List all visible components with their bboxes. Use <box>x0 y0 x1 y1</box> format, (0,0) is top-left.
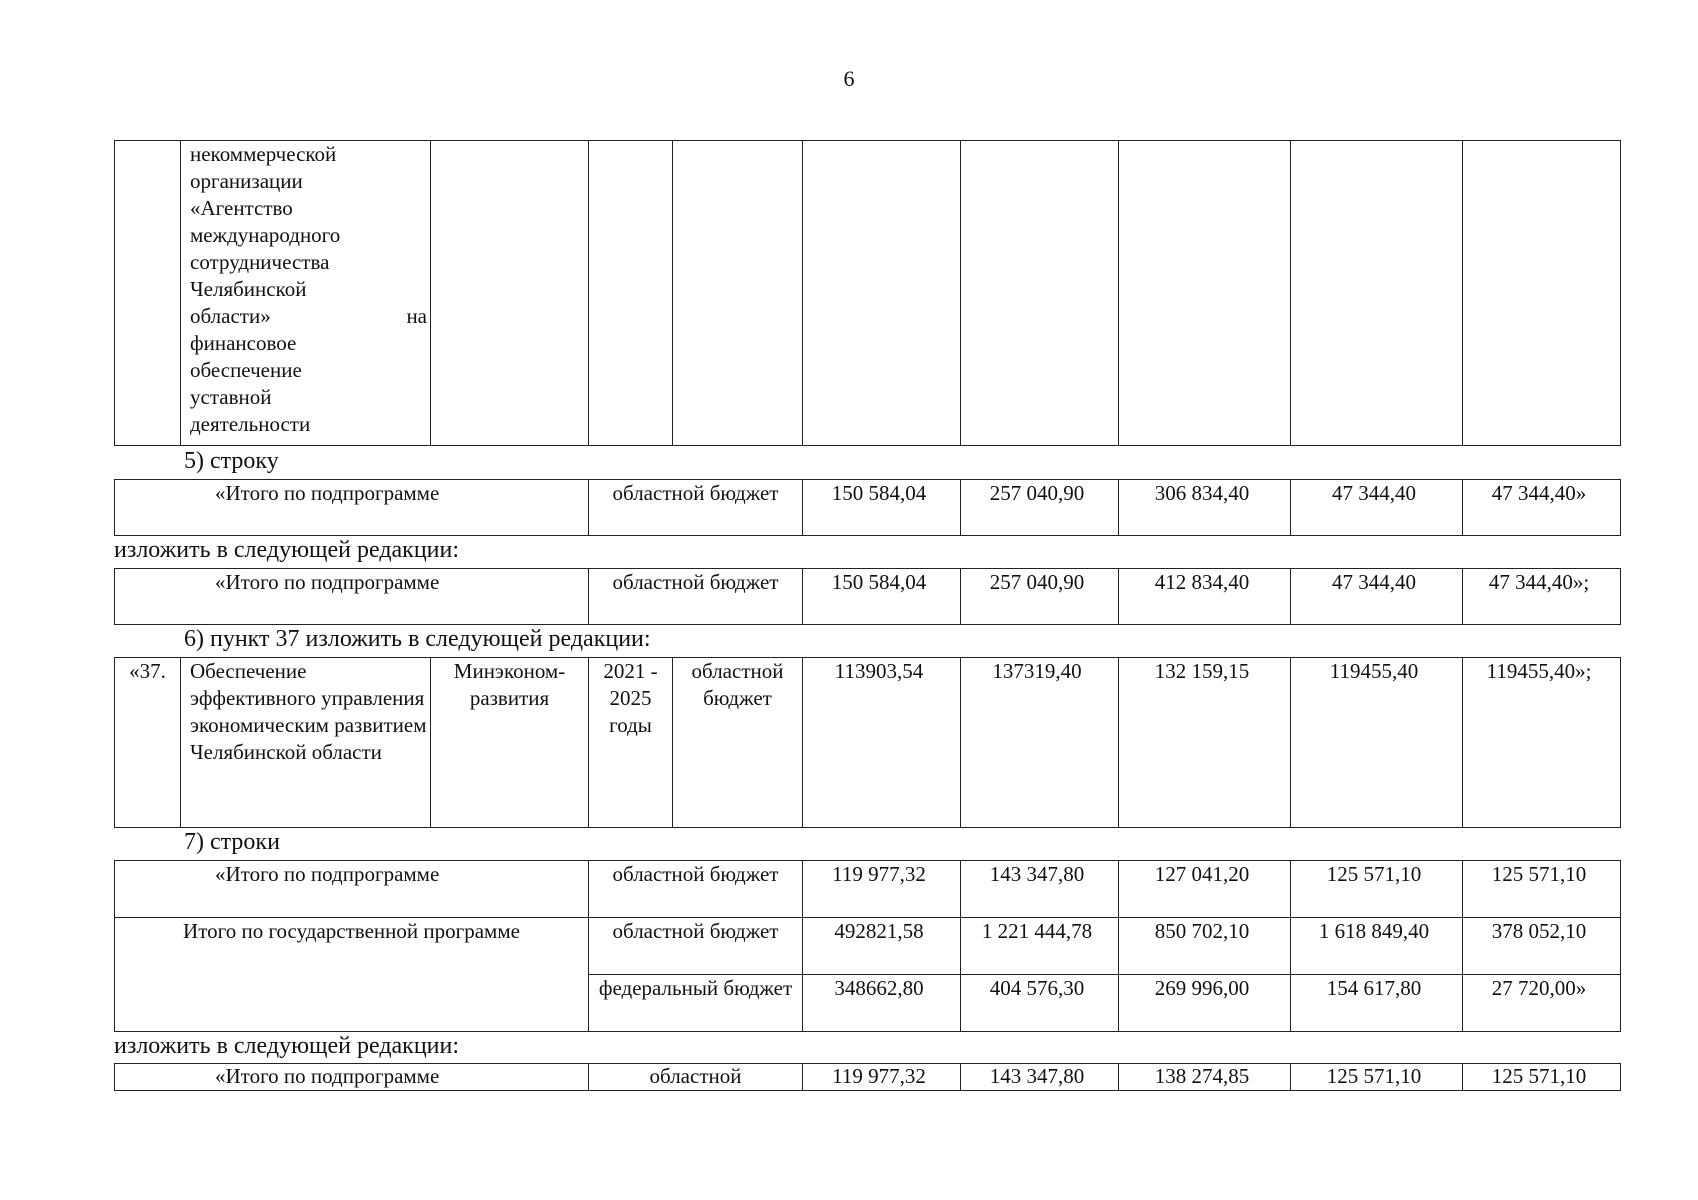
value-cell: 127 041,20 <box>1119 861 1291 918</box>
table-item37 <box>114 657 1621 828</box>
table-item7-old <box>114 860 1621 1032</box>
value-cell: 47 344,40 <box>1291 480 1463 536</box>
value-cell: 1 221 444,78 <box>961 918 1119 975</box>
value-cell: 27 720,00» <box>1463 975 1621 1032</box>
total-subprogram-label: «Итого по подпрограмме <box>115 569 589 625</box>
value-cell: 306 834,40 <box>1119 480 1291 536</box>
value-cell: 154 617,80 <box>1291 975 1463 1032</box>
replace-label-1: изложить в следующей редакции: <box>114 537 460 563</box>
item-number: «37. <box>115 658 181 828</box>
value-cell: 143 347,80 <box>961 861 1119 918</box>
empty-cell <box>115 141 181 446</box>
empty-cell <box>1119 141 1291 446</box>
value-cell: 1 618 849,40 <box>1291 918 1463 975</box>
replace-label-2: изложить в следующей редакции: <box>114 1033 460 1059</box>
value-cell: 138 274,85 <box>1119 1064 1291 1091</box>
value-cell: 119 977,32 <box>803 1064 961 1091</box>
value-cell: 47 344,40»; <box>1463 569 1621 625</box>
value-cell: 257 040,90 <box>961 569 1119 625</box>
item-6-label: 6) пункт 37 изложить в следующей редакции: <box>184 626 651 652</box>
empty-cell <box>803 141 961 446</box>
total-program-label: Итого по государственной программе <box>115 918 589 1032</box>
total-subprogram-label: «Итого по подпрограмме <box>115 1064 589 1091</box>
value-cell: 119455,40»; <box>1463 658 1621 828</box>
table-item7-new <box>114 1063 1621 1091</box>
value-cell: 404 576,30 <box>961 975 1119 1032</box>
value-cell: 492821,58 <box>803 918 961 975</box>
funding-source: областной бюджет <box>589 918 803 975</box>
item-5-label: 5) строку <box>184 448 279 474</box>
item-7-label: 7) строки <box>184 829 280 855</box>
empty-cell <box>673 141 803 446</box>
value-cell: 150 584,04 <box>803 480 961 536</box>
value-cell: 47 344,40 <box>1291 569 1463 625</box>
table-item5-old <box>114 479 1621 536</box>
period: 2021 - 2025 годы <box>589 658 673 828</box>
table-continued-row <box>114 140 1621 446</box>
value-cell: 119455,40 <box>1291 658 1463 828</box>
value-cell: 125 571,10 <box>1463 861 1621 918</box>
value-cell: 269 996,00 <box>1119 975 1291 1032</box>
empty-cell <box>431 141 589 446</box>
value-cell: 378 052,10 <box>1463 918 1621 975</box>
value-cell: 125 571,10 <box>1291 1064 1463 1091</box>
value-cell: 850 702,10 <box>1119 918 1291 975</box>
funding-source: федеральный бюджет <box>589 975 803 1032</box>
value-cell: 125 571,10 <box>1463 1064 1621 1091</box>
value-cell: 143 347,80 <box>961 1064 1119 1091</box>
value-cell: 150 584,04 <box>803 569 961 625</box>
empty-cell <box>589 141 673 446</box>
value-cell: 412 834,40 <box>1119 569 1291 625</box>
funding-source: областной бюджет <box>589 480 803 536</box>
measure-description: некоммерческой организации «Агентство международного сотрудничества Челябинской области» на финансовое обеспечение уставной деятельности <box>181 141 431 446</box>
total-subprogram-label: «Итого по подпрограмме <box>115 480 589 536</box>
total-subprogram-label: «Итого по подпрограмме <box>115 861 589 918</box>
empty-cell <box>1463 141 1621 446</box>
executor: Минэконом-развития <box>431 658 589 828</box>
empty-cell <box>1291 141 1463 446</box>
value-cell: 137319,40 <box>961 658 1119 828</box>
value-cell: 119 977,32 <box>803 861 961 918</box>
value-cell: 257 040,90 <box>961 480 1119 536</box>
funding-source: областной бюджет <box>673 658 803 828</box>
funding-source: областной бюджет <box>589 861 803 918</box>
measure-description: Обеспечение эффективного управления экономическим развитием Челябинской области <box>181 658 431 828</box>
value-cell: 125 571,10 <box>1291 861 1463 918</box>
funding-source: областной бюджет <box>589 569 803 625</box>
value-cell: 348662,80 <box>803 975 961 1032</box>
funding-source: областной <box>589 1064 803 1091</box>
value-cell: 132 159,15 <box>1119 658 1291 828</box>
value-cell: 47 344,40» <box>1463 480 1621 536</box>
value-cell: 113903,54 <box>803 658 961 828</box>
table-item5-new <box>114 568 1621 625</box>
page-number: 6 <box>843 66 855 91</box>
empty-cell <box>961 141 1119 446</box>
